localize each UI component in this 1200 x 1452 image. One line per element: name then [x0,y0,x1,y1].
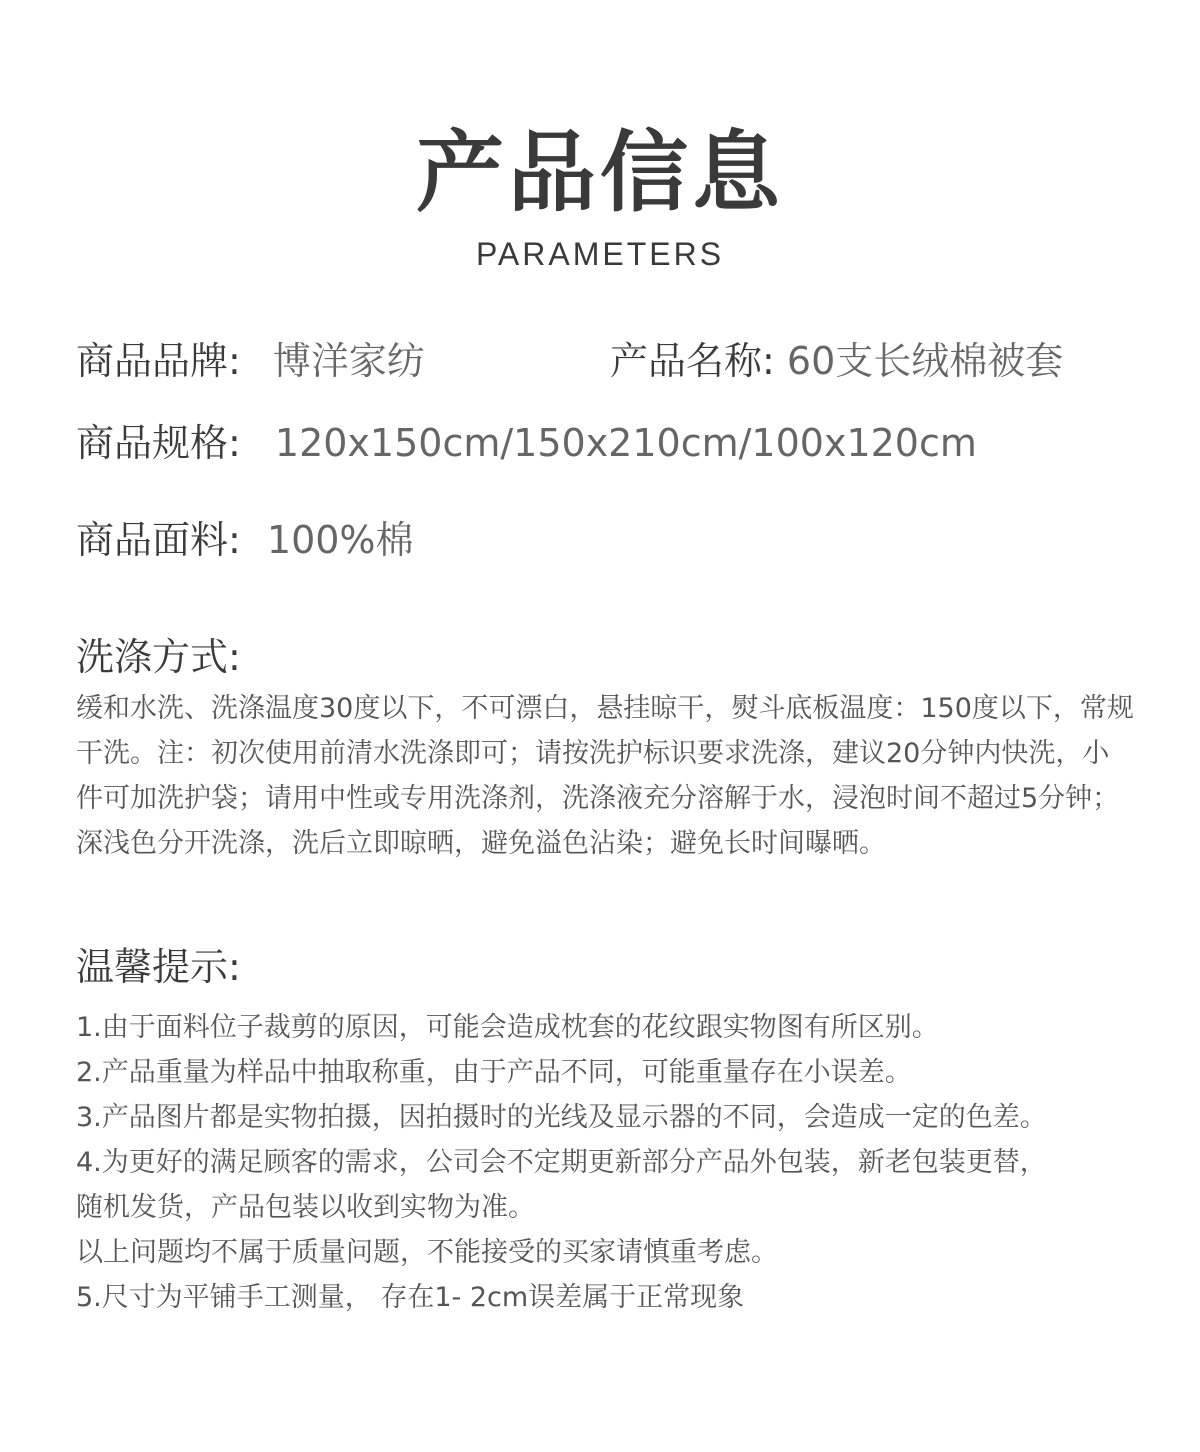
brand-value: 博洋家纺 [272,339,425,383]
tip-line-4: 4.为更好的满足顾客的需求，公司会不定期更新部分产品外包装，新老包装更替， [76,1147,1047,1178]
tip-line-5: 随机发货，产品包装以收到实物为准。 [76,1192,535,1223]
brand-label: 商品品牌: [76,339,241,383]
fabric-value: 100%棉 [266,518,414,562]
brand-row [76,338,425,384]
page-subtitle: PARAMETERS [475,236,725,272]
tips-list [76,1005,1156,1320]
product-name-label: 产品名称: [610,339,775,383]
page-title: 产品信息 [415,121,784,224]
tip-line-3: 3.产品图片都是实物拍摄，因拍摄时的光线及显示器的不同，会造成一定的色差。 [76,1102,1047,1133]
tips-title: 温馨提示: [76,945,241,989]
washing-title: 洗涤方式: [76,635,241,679]
spec-value: 120x150cm/150x210cm/100x120cm [274,421,977,465]
fabric-row [76,517,414,563]
product-name-row [610,338,1063,384]
washing-text: 缓和水洗、洗涤温度30度以下，不可漂白，悬挂晾干，熨斗底板温度：150度以下，常规干洗。注：初次使用前清水洗涤即可；请按洗护标识要求洗涤，建议20分钟内快洗，小件可加洗护袋；请用中性或专用洗涤剂，洗涤液充分溶解于水，浸泡时间不超过5分钟；深浅色分开洗涤，洗后立即晾晒，避免溢色沾染；避免长时间曝晒。 [76,693,1134,859]
spec-row [76,420,977,466]
spec-label: 商品规格: [76,421,241,465]
tip-line-6: 以上问题均不属于质量问题，不能接受的买家请慎重考虑。 [76,1237,778,1268]
fabric-label: 商品面料: [76,518,241,562]
tip-line-2: 2.产品重量为样品中抽取称重，由于产品不同，可能重量存在小误差。 [76,1057,912,1088]
tip-line-1: 1.由于面料位子裁剪的原因，可能会造成枕套的花纹跟实物图有所区别。 [76,1012,939,1043]
product-name-value: 60支长绒棉被套 [786,339,1064,383]
tip-line-7: 5.尺寸为平铺手工测量， 存在1- 2cm误差属于正常现象 [76,1282,745,1313]
